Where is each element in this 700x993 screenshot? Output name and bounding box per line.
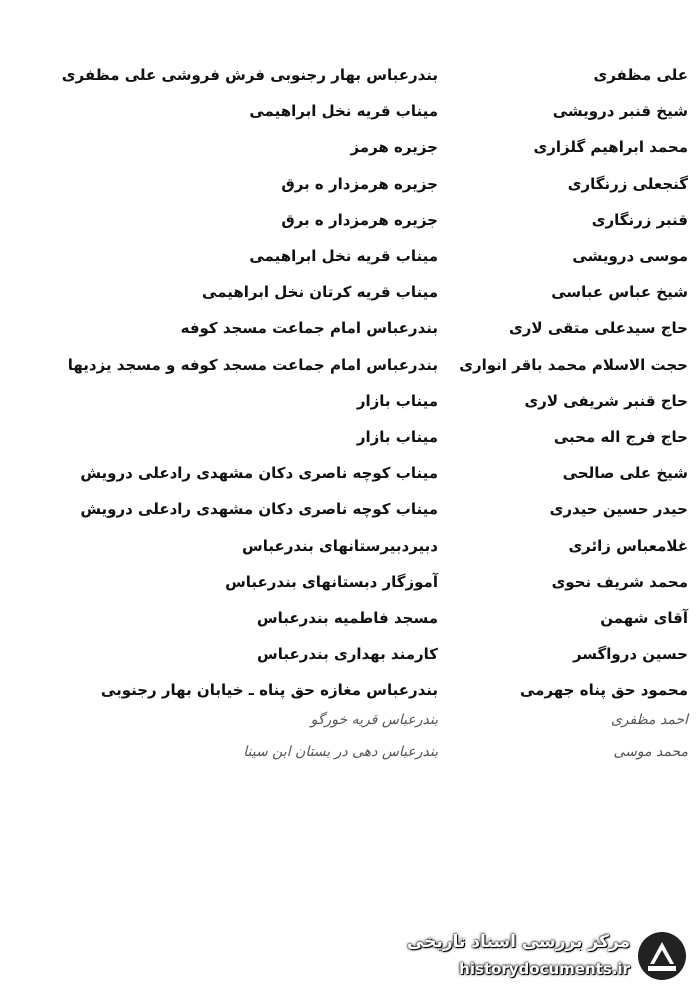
person-address: میناب بازار xyxy=(356,428,438,446)
list-item xyxy=(0,603,700,633)
person-name: حاج فرج اله محبی xyxy=(553,428,688,446)
person-name: محمود حق پناه جهرمی xyxy=(519,681,688,700)
list-item xyxy=(0,639,700,669)
person-name: شیخ علی صالحی xyxy=(562,464,688,483)
list-item xyxy=(0,60,700,90)
person-name: گنجعلی زرنگاری xyxy=(567,174,688,193)
list-item xyxy=(0,494,700,524)
person-name: موسی درویشی xyxy=(572,247,688,265)
person-name: احمد مظفری xyxy=(610,712,688,728)
person-address: میناب بازار xyxy=(356,391,438,410)
person-address: بندرعباس قریه خورگو xyxy=(310,712,438,728)
person-address: میناب قریه نخل ابراهیمی xyxy=(249,247,438,265)
person-name: شیخ قنبر درویشی xyxy=(552,102,688,121)
person-name: قنبر زرنگاری xyxy=(591,210,688,229)
list-item xyxy=(0,531,700,561)
list-item xyxy=(0,132,700,162)
person-name: غلامعباس زائری xyxy=(568,536,688,555)
list-item xyxy=(0,277,700,307)
person-name: حیدر حسین حیدری xyxy=(549,500,688,519)
list-item xyxy=(0,675,700,705)
list-item xyxy=(0,422,700,452)
person-name: حسین درواگسر xyxy=(572,645,688,664)
list-item xyxy=(0,567,700,597)
list-item xyxy=(0,169,700,199)
person-name: محمد ابراهیم گلزاری xyxy=(533,138,688,157)
person-name: محمد شریف نحوی xyxy=(551,572,688,591)
person-name: محمد موسی xyxy=(613,744,688,760)
person-name: حاج قنبر شریفی لاری xyxy=(524,391,688,410)
person-address: کارمند بهداری بندرعباس xyxy=(257,645,438,664)
person-address: میناب قریه کرتان نخل ابراهیمی xyxy=(202,283,438,302)
archive-logo-icon xyxy=(636,930,688,982)
list-item xyxy=(0,737,700,767)
person-address: بندرعباس بهار رجنوبی فرش فروشی علی مظفری xyxy=(61,66,438,84)
person-name: علی مظفری xyxy=(593,66,688,84)
person-address: میناب کوچه ناصری دکان مشهدی رادعلی درویش xyxy=(80,500,438,519)
list-item xyxy=(0,313,700,343)
person-address: جزیره هرمز xyxy=(350,138,438,157)
watermark-site: historydocuments.ir xyxy=(459,960,630,978)
watermark-title: مرکز بررسی اسناد تاریخی xyxy=(407,932,630,952)
person-address: بندرعباس امام جماعت مسجد کوفه xyxy=(180,319,438,338)
person-name: حاج سیدعلی متقی لاری xyxy=(509,319,688,338)
person-address: دبیردبیرستانهای بندرعباس xyxy=(242,536,438,555)
list-item xyxy=(0,241,700,271)
list-item xyxy=(0,350,700,380)
person-address: میناب کوچه ناصری دکان مشهدی رادعلی درویش xyxy=(80,464,438,483)
person-address: آموزگار دبستانهای بندرعباس xyxy=(225,572,438,591)
person-name: شیخ عباس عباسی xyxy=(551,283,688,302)
person-address: مسجد فاطمیه بندرعباس xyxy=(256,609,438,627)
list-item xyxy=(0,205,700,235)
person-address: بندرعباس دهی در بستان ابن سینا xyxy=(243,744,438,760)
person-address: بندرعباس امام جماعت مسجد کوفه و مسجد یزدیها xyxy=(67,355,438,374)
list-item xyxy=(0,386,700,416)
list-item xyxy=(0,705,700,735)
list-item xyxy=(0,96,700,126)
person-address: جزیره هرمزدار ه برق xyxy=(281,210,438,229)
person-address: میناب قریه نخل ابراهیمی xyxy=(249,102,438,121)
person-address: جزیره هرمزدار ه برق xyxy=(281,174,438,193)
person-address: بندرعباس مغازه حق پناه ـ خیابان بهار رجنوبی xyxy=(100,681,438,700)
watermark xyxy=(368,928,688,986)
list-item xyxy=(0,458,700,488)
person-name: آقای شهمن xyxy=(600,609,688,627)
person-name: حجت الاسلام محمد باقر انواری xyxy=(459,355,688,374)
